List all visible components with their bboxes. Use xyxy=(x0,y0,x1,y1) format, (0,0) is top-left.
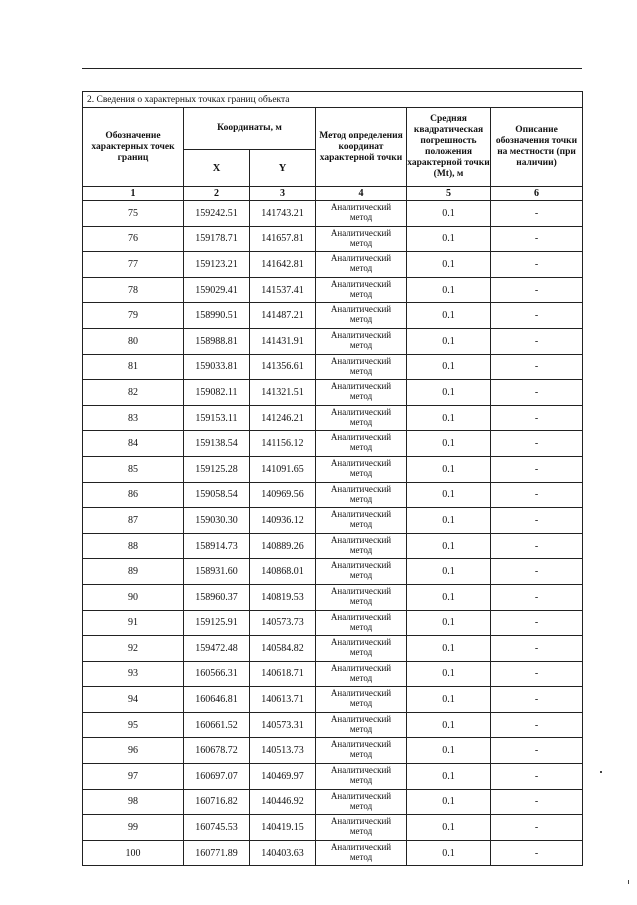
method-line1: Аналитический xyxy=(330,739,392,750)
method-value xyxy=(316,201,407,227)
method-line1: Аналитический xyxy=(330,688,392,699)
table-row xyxy=(83,482,583,508)
column-number: 5 xyxy=(407,187,491,201)
method-line1: Аналитический xyxy=(330,637,392,648)
point-number: 85 xyxy=(83,456,184,482)
point-number: 87 xyxy=(83,508,184,534)
coord-y: 140469.97 xyxy=(250,764,316,790)
coord-x: 158960.37 xyxy=(184,584,250,610)
description-value: - xyxy=(491,636,583,662)
method-line2: метод xyxy=(349,237,373,248)
method-line2: метод xyxy=(349,288,373,299)
coord-y: 141356.61 xyxy=(250,354,316,380)
method-line1: Аналитический xyxy=(330,406,392,417)
column-number: 2 xyxy=(184,187,250,201)
method-line1: Аналитический xyxy=(330,355,392,366)
description-value: - xyxy=(491,303,583,329)
coord-y: 140613.71 xyxy=(250,687,316,713)
point-number: 99 xyxy=(83,815,184,841)
point-number: 95 xyxy=(83,712,184,738)
coord-x: 160646.81 xyxy=(184,687,250,713)
method-line1: Аналитический xyxy=(330,790,392,801)
method-value xyxy=(316,712,407,738)
point-number: 82 xyxy=(83,380,184,406)
column-numbers-row xyxy=(83,187,583,201)
coord-y: 141657.81 xyxy=(250,226,316,252)
point-number: 89 xyxy=(83,559,184,585)
column-number: 6 xyxy=(491,187,583,201)
point-number: 91 xyxy=(83,610,184,636)
description-value: - xyxy=(491,456,583,482)
coord-x: 160697.07 xyxy=(184,764,250,790)
table-row xyxy=(83,636,583,662)
error-value: 0.1 xyxy=(407,610,491,636)
point-number: 78 xyxy=(83,277,184,303)
coord-x: 160716.82 xyxy=(184,789,250,815)
method-line2: метод xyxy=(349,800,373,811)
table-row xyxy=(83,789,583,815)
coord-y: 140889.26 xyxy=(250,533,316,559)
column-number: 1 xyxy=(83,187,184,201)
coord-y: 141537.41 xyxy=(250,277,316,303)
method-line1: Аналитический xyxy=(330,329,392,340)
error-value: 0.1 xyxy=(407,252,491,278)
method-line1: Аналитический xyxy=(330,713,392,724)
method-line2: метод xyxy=(349,723,373,734)
description-value: - xyxy=(491,840,583,866)
top-rule xyxy=(82,68,582,69)
coord-x: 159058.54 xyxy=(184,482,250,508)
error-value: 0.1 xyxy=(407,482,491,508)
method-line1: Аналитический xyxy=(330,483,392,494)
scan-speck xyxy=(600,771,602,773)
error-value: 0.1 xyxy=(407,789,491,815)
error-value: 0.1 xyxy=(407,354,491,380)
error-value: 0.1 xyxy=(407,431,491,457)
point-number: 97 xyxy=(83,764,184,790)
method-line2: метод xyxy=(349,519,373,530)
coord-y: 140868.01 xyxy=(250,559,316,585)
method-value xyxy=(316,584,407,610)
method-value xyxy=(316,482,407,508)
method-line2: метод xyxy=(349,467,373,478)
point-number: 92 xyxy=(83,636,184,662)
method-line2: метод xyxy=(349,442,373,453)
error-value: 0.1 xyxy=(407,559,491,585)
column-number: 3 xyxy=(250,187,316,201)
point-number: 79 xyxy=(83,303,184,329)
coord-x: 159082.11 xyxy=(184,380,250,406)
header-description: Описание обозначения точки на местности (при наличии) xyxy=(491,108,583,187)
method-value xyxy=(316,687,407,713)
description-value: - xyxy=(491,328,583,354)
coord-y: 140819.53 xyxy=(250,584,316,610)
method-line1: Аналитический xyxy=(330,202,392,212)
coord-y: 140969.56 xyxy=(250,482,316,508)
description-value: - xyxy=(491,584,583,610)
description-value: - xyxy=(491,738,583,764)
error-value: 0.1 xyxy=(407,840,491,866)
coord-x: 160566.31 xyxy=(184,661,250,687)
table-row xyxy=(83,431,583,457)
coord-x: 159123.21 xyxy=(184,252,250,278)
description-value: - xyxy=(491,277,583,303)
method-line1: Аналитический xyxy=(330,816,392,827)
description-value: - xyxy=(491,380,583,406)
point-number: 88 xyxy=(83,533,184,559)
coord-x: 159030.30 xyxy=(184,508,250,534)
method-line1: Аналитический xyxy=(330,432,392,443)
method-line2: метод xyxy=(349,698,373,709)
description-value: - xyxy=(491,789,583,815)
description-value: - xyxy=(491,354,583,380)
coord-y: 141246.21 xyxy=(250,405,316,431)
coord-x: 159033.81 xyxy=(184,354,250,380)
error-value: 0.1 xyxy=(407,328,491,354)
table-row xyxy=(83,354,583,380)
method-value xyxy=(316,789,407,815)
method-line1: Аналитический xyxy=(330,662,392,673)
boundary-points-table xyxy=(82,91,583,866)
coord-x: 159472.48 xyxy=(184,636,250,662)
method-value xyxy=(316,277,407,303)
method-value xyxy=(316,559,407,585)
point-number: 86 xyxy=(83,482,184,508)
coord-y: 140573.73 xyxy=(250,610,316,636)
coord-x: 160678.72 xyxy=(184,738,250,764)
coord-y: 140513.73 xyxy=(250,738,316,764)
coord-x: 159242.51 xyxy=(184,201,250,227)
method-line2: метод xyxy=(349,339,373,350)
table-row xyxy=(83,277,583,303)
method-value xyxy=(316,508,407,534)
method-line2: метод xyxy=(349,391,373,402)
method-line2: метод xyxy=(349,493,373,504)
error-value: 0.1 xyxy=(407,687,491,713)
method-line2: метод xyxy=(349,314,373,325)
header-y: Y xyxy=(250,150,316,187)
coord-y: 140584.82 xyxy=(250,636,316,662)
description-value: - xyxy=(491,226,583,252)
coord-x: 160771.89 xyxy=(184,840,250,866)
point-number: 84 xyxy=(83,431,184,457)
error-value: 0.1 xyxy=(407,712,491,738)
table-row xyxy=(83,533,583,559)
description-value: - xyxy=(491,815,583,841)
point-number: 100 xyxy=(83,840,184,866)
coord-y: 140936.12 xyxy=(250,508,316,534)
method-line2: метод xyxy=(349,595,373,606)
coord-x: 160661.52 xyxy=(184,712,250,738)
coord-y: 141743.21 xyxy=(250,201,316,227)
method-value xyxy=(316,764,407,790)
method-value xyxy=(316,380,407,406)
point-number: 93 xyxy=(83,661,184,687)
table-row xyxy=(83,303,583,329)
error-value: 0.1 xyxy=(407,405,491,431)
description-value: - xyxy=(491,661,583,687)
coord-y: 141487.21 xyxy=(250,303,316,329)
description-value: - xyxy=(491,533,583,559)
method-value xyxy=(316,738,407,764)
table-row xyxy=(83,712,583,738)
table-row xyxy=(83,508,583,534)
coord-x: 158990.51 xyxy=(184,303,250,329)
error-value: 0.1 xyxy=(407,764,491,790)
point-number: 77 xyxy=(83,252,184,278)
coord-x: 158988.81 xyxy=(184,328,250,354)
header-error: Средняя квадратическая погрешность положения характерной точки (Mt), м xyxy=(407,108,491,187)
coord-y: 141321.51 xyxy=(250,380,316,406)
description-value: - xyxy=(491,687,583,713)
method-line2: метод xyxy=(349,826,373,837)
coord-x: 159125.91 xyxy=(184,610,250,636)
error-value: 0.1 xyxy=(407,303,491,329)
method-value xyxy=(316,636,407,662)
method-line2: метод xyxy=(349,544,373,555)
table-row xyxy=(83,380,583,406)
method-value xyxy=(316,354,407,380)
method-value xyxy=(316,661,407,687)
coord-y: 141642.81 xyxy=(250,252,316,278)
coord-x: 159178.71 xyxy=(184,226,250,252)
point-number: 96 xyxy=(83,738,184,764)
method-value xyxy=(316,303,407,329)
method-value xyxy=(316,328,407,354)
method-line2: метод xyxy=(349,647,373,658)
coord-y: 140446.92 xyxy=(250,789,316,815)
method-line1: Аналитический xyxy=(330,585,392,596)
error-value: 0.1 xyxy=(407,533,491,559)
coord-x: 158931.60 xyxy=(184,559,250,585)
coord-x: 160745.53 xyxy=(184,815,250,841)
method-value xyxy=(316,252,407,278)
method-line2: метод xyxy=(349,775,373,786)
method-line1: Аналитический xyxy=(330,227,392,238)
point-number: 90 xyxy=(83,584,184,610)
section-title: 2. Сведения о характерных точках границ объекта xyxy=(83,92,583,108)
method-value xyxy=(316,610,407,636)
method-line2: метод xyxy=(349,416,373,427)
table-row xyxy=(83,226,583,252)
table-row xyxy=(83,201,583,227)
coord-y: 141091.65 xyxy=(250,456,316,482)
coord-y: 141431.91 xyxy=(250,328,316,354)
error-value: 0.1 xyxy=(407,661,491,687)
coord-x: 158914.73 xyxy=(184,533,250,559)
method-line1: Аналитический xyxy=(330,765,392,776)
method-line1: Аналитический xyxy=(330,278,392,289)
table-row xyxy=(83,405,583,431)
table-row xyxy=(83,661,583,687)
method-line1: Аналитический xyxy=(330,457,392,468)
coord-y: 140419.15 xyxy=(250,815,316,841)
header-coordinates: Координаты, м xyxy=(184,108,316,150)
table-row xyxy=(83,840,583,866)
description-value: - xyxy=(491,252,583,278)
method-line2: метод xyxy=(349,263,373,274)
method-line1: Аналитический xyxy=(330,611,392,622)
point-number: 75 xyxy=(83,201,184,227)
coord-x: 159138.54 xyxy=(184,431,250,457)
coord-y: 141156.12 xyxy=(250,431,316,457)
description-value: - xyxy=(491,201,583,227)
table-row xyxy=(83,610,583,636)
table-row xyxy=(83,456,583,482)
method-line2: метод xyxy=(349,212,373,222)
method-line2: метод xyxy=(349,749,373,760)
scan-speck xyxy=(628,880,629,884)
point-number: 83 xyxy=(83,405,184,431)
table-row xyxy=(83,764,583,790)
coord-x: 159029.41 xyxy=(184,277,250,303)
error-value: 0.1 xyxy=(407,636,491,662)
table-row xyxy=(83,687,583,713)
point-number: 80 xyxy=(83,328,184,354)
error-value: 0.1 xyxy=(407,456,491,482)
header-designation: Обозначение характерных точек границ xyxy=(83,108,184,187)
description-value: - xyxy=(491,764,583,790)
method-line1: Аналитический xyxy=(330,841,392,852)
error-value: 0.1 xyxy=(407,815,491,841)
method-value xyxy=(316,405,407,431)
error-value: 0.1 xyxy=(407,201,491,227)
description-value: - xyxy=(491,482,583,508)
point-number: 81 xyxy=(83,354,184,380)
description-value: - xyxy=(491,712,583,738)
method-value xyxy=(316,226,407,252)
point-number: 98 xyxy=(83,789,184,815)
description-value: - xyxy=(491,559,583,585)
column-number: 4 xyxy=(316,187,407,201)
table-row xyxy=(83,559,583,585)
coord-x: 159153.11 xyxy=(184,405,250,431)
method-line2: метод xyxy=(349,365,373,376)
method-value xyxy=(316,815,407,841)
table-body xyxy=(83,187,583,866)
method-line2: метод xyxy=(349,672,373,683)
method-line1: Аналитический xyxy=(330,509,392,520)
method-value xyxy=(316,840,407,866)
coord-x: 159125.28 xyxy=(184,456,250,482)
method-value xyxy=(316,533,407,559)
method-value xyxy=(316,456,407,482)
description-value: - xyxy=(491,610,583,636)
method-line2: метод xyxy=(349,570,373,581)
method-line1: Аналитический xyxy=(330,253,392,264)
table-row xyxy=(83,328,583,354)
error-value: 0.1 xyxy=(407,277,491,303)
description-value: - xyxy=(491,431,583,457)
error-value: 0.1 xyxy=(407,380,491,406)
table-row xyxy=(83,584,583,610)
method-line1: Аналитический xyxy=(330,381,392,392)
point-number: 94 xyxy=(83,687,184,713)
coord-y: 140403.63 xyxy=(250,840,316,866)
method-line2: метод xyxy=(349,621,373,632)
method-line1: Аналитический xyxy=(330,560,392,571)
coord-y: 140618.71 xyxy=(250,661,316,687)
description-value: - xyxy=(491,508,583,534)
header-method: Метод определения координат характерной точки xyxy=(316,108,407,187)
method-line1: Аналитический xyxy=(330,534,392,545)
method-value xyxy=(316,431,407,457)
table-header xyxy=(83,92,583,187)
description-value: - xyxy=(491,405,583,431)
method-line2: метод xyxy=(349,851,373,862)
coord-y: 140573.31 xyxy=(250,712,316,738)
table-row xyxy=(83,815,583,841)
point-number: 76 xyxy=(83,226,184,252)
error-value: 0.1 xyxy=(407,226,491,252)
header-x: X xyxy=(184,150,250,187)
error-value: 0.1 xyxy=(407,738,491,764)
table-row xyxy=(83,252,583,278)
method-line1: Аналитический xyxy=(330,304,392,315)
error-value: 0.1 xyxy=(407,584,491,610)
error-value: 0.1 xyxy=(407,508,491,534)
table-row xyxy=(83,738,583,764)
